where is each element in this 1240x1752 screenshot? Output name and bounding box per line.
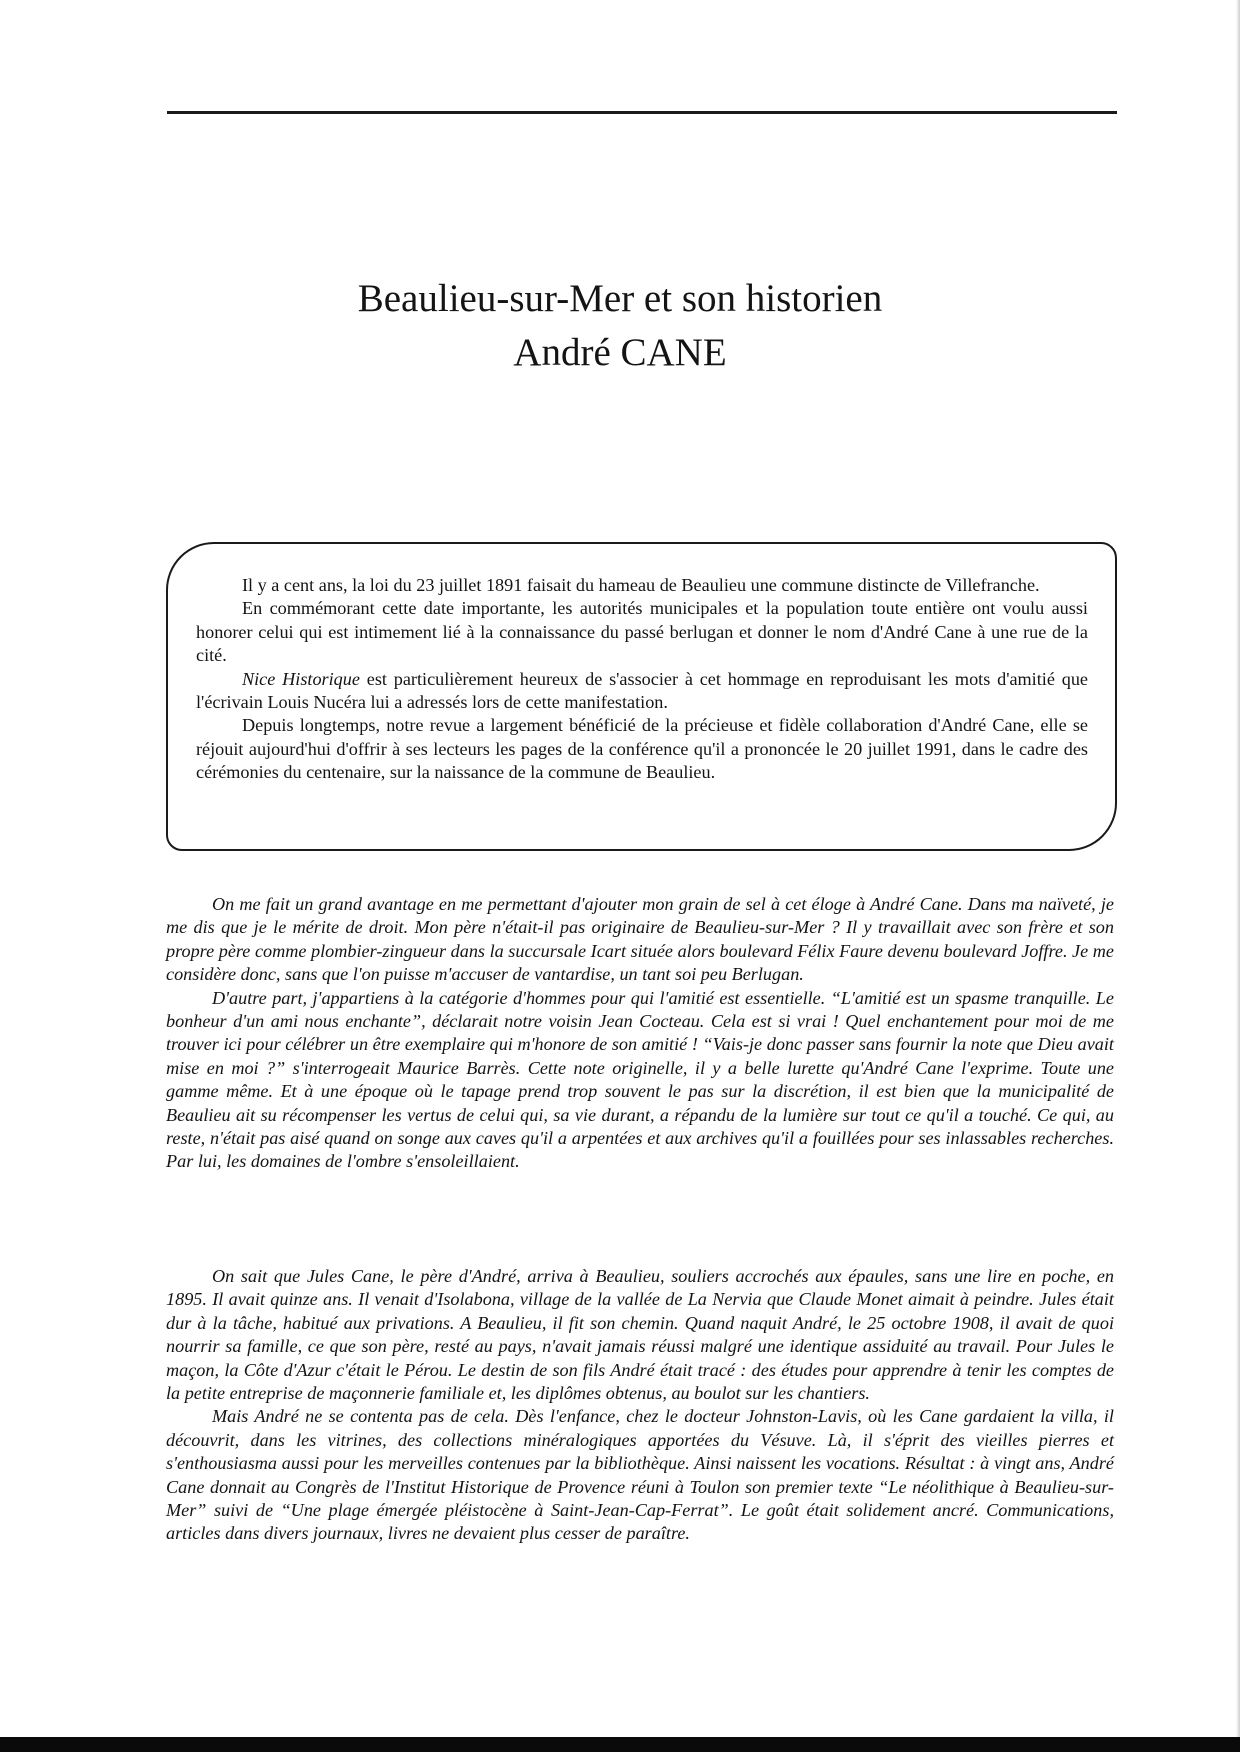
intro-text (196, 574, 1088, 785)
scan-edge-shadow (1236, 0, 1240, 1752)
body-section-1 (166, 893, 1114, 1174)
page-title (0, 272, 1240, 380)
body-paragraph-1: On me fait un grand avantage en me permettant d'ajouter mon grain de sel à cet éloge à André Cane. Dans ma naïveté, je me dis que je le mérite de droit. Mon père n'était-il pas originaire de Beaulieu-sur-Mer ? Il y travaillait avec son frère et son propre père comme plombier-zingueur dans la succursale Icart située alors boulevard Félix Faure devenu boulevard Joffre. Je me considère donc, sans que l'on puisse m'accuser de vantardise, un tant soi peu Berlugan. (166, 894, 1114, 985)
journal-name: Nice Historique (242, 668, 360, 689)
intro-paragraph-3 (196, 668, 1088, 715)
body-paragraph-3: On sait que Jules Cane, le père d'André, arriva à Beaulieu, souliers accrochés aux épaules, sans une lire en poche, en 1895. Il avait quinze ans. Il venait d'Isolabona, village de la vallée de La Nervia que Claude Monet aimait à peindre. Jules était dur à la tâche, habitué aux privations. A Beaulieu, il fit son chemin. Quand naquit André, le 25 octobre 1908, il avait de quoi nourrir sa famille, ce que son père, resté au pays, n'avait jamais réussi malgré une identique assiduité au travail. Pour Jules le maçon, la Côte d'Azur c'était le Pérou. Le destin de son fils André était tracé : des études pour apprendre à tenir les comptes de la petite entreprise de maçonnerie familiale et, les diplômes obtenus, au boulot sur les chantiers. (166, 1266, 1114, 1404)
intro-paragraph-1: Il y a cent ans, la loi du 23 juillet 1891 faisait du hameau de Beaulieu une commune distincte de Villefranche. (242, 575, 1040, 595)
top-rule (167, 111, 1117, 114)
body-paragraph-4: Mais André ne se contenta pas de cela. Dès l'enfance, chez le docteur Johnston-Lavis, où les Cane gardaient la villa, il découvrit, dans les vitrines, des collections minéralogiques apportées du Vésuve. Là, il s'éprit des vieilles pierres et s'enthousiasma aussi pour les merveilles contenues par la bibliothèque. Ainsi naissent les vocations. Résultat : à vingt ans, André Cane donnait au Congrès de l'Institut Historique de Provence réuni à Toulon son premier texte “Le néolithique à Beaulieu-sur-Mer” suivi de “Une plage émergée pléistocène à Saint-Jean-Cap-Ferrat”. Le goût était solidement ancré. Communications, articles dans divers journaux, livres ne devaient plus cesser de paraître. (166, 1406, 1114, 1544)
scan-bottom-edge (0, 1737, 1240, 1752)
intro-paragraph-3-rest: est particulièrement heureux de s'associer à cet hommage en reproduisant les mots d'amitié que l'écrivain Louis Nucéra lui a adressés lors de cette manifestation. (196, 668, 1088, 713)
body-paragraph-2: D'autre part, j'appartiens à la catégorie d'hommes pour qui l'amitié est essentielle. “L'amitié est un spasme tranquille. Le bonheur d'un ami nous enchante”, déclarait notre voisin Jean Cocteau. Cela est si vrai ! Quel enchantement pour moi de me trouver ici pour célébrer un être exemplaire qui m'honore de son amitié ! “Vais-je donc passer sans fournir la note que Dieu avait mise en moi ?” s'interrogeait Maurice Barrès. Cette note originelle, il y a belle lurette qu'André Cane l'exprime. Toute une gamme même. Et à une époque où le tapage prend trop souvent le pas sur la discrétion, il est bien que la municipalité de Beaulieu ait su récompenser les vertus de celui qui, sa vie durant, a répandu de la lumière sur tout ce qu'il a touché. Ce qui, au reste, n'était pas aisé quand on songe aux caves qu'il a arpentées et aux archives qu'il a fouillées pour ses inlassables recherches. Par lui, les domaines de l'ombre s'ensoleillaient. (166, 987, 1114, 1172)
intro-paragraph-2: En commémorant cette date importante, les autorités municipales et la population toute entière ont voulu aussi honorer celui qui est intimement lié à la connaissance du passé berlugan et donner le nom d'André Cane à une rue de la cité. (196, 598, 1088, 666)
intro-paragraph-4: Depuis longtemps, notre revue a largement bénéficié de la précieuse et fidèle collaboration d'André Cane, elle se réjouit aujourd'hui d'offrir à ses lecteurs les pages de la conférence qu'il a prononcée le 20 juillet 1991, dans le cadre des cérémonies du centenaire, sur la naissance de la commune de Beaulieu. (196, 715, 1088, 783)
title-line-2: André CANE (513, 331, 727, 374)
body-section-2 (166, 1265, 1114, 1546)
title-line-1: Beaulieu-sur-Mer et son historien (357, 277, 883, 320)
